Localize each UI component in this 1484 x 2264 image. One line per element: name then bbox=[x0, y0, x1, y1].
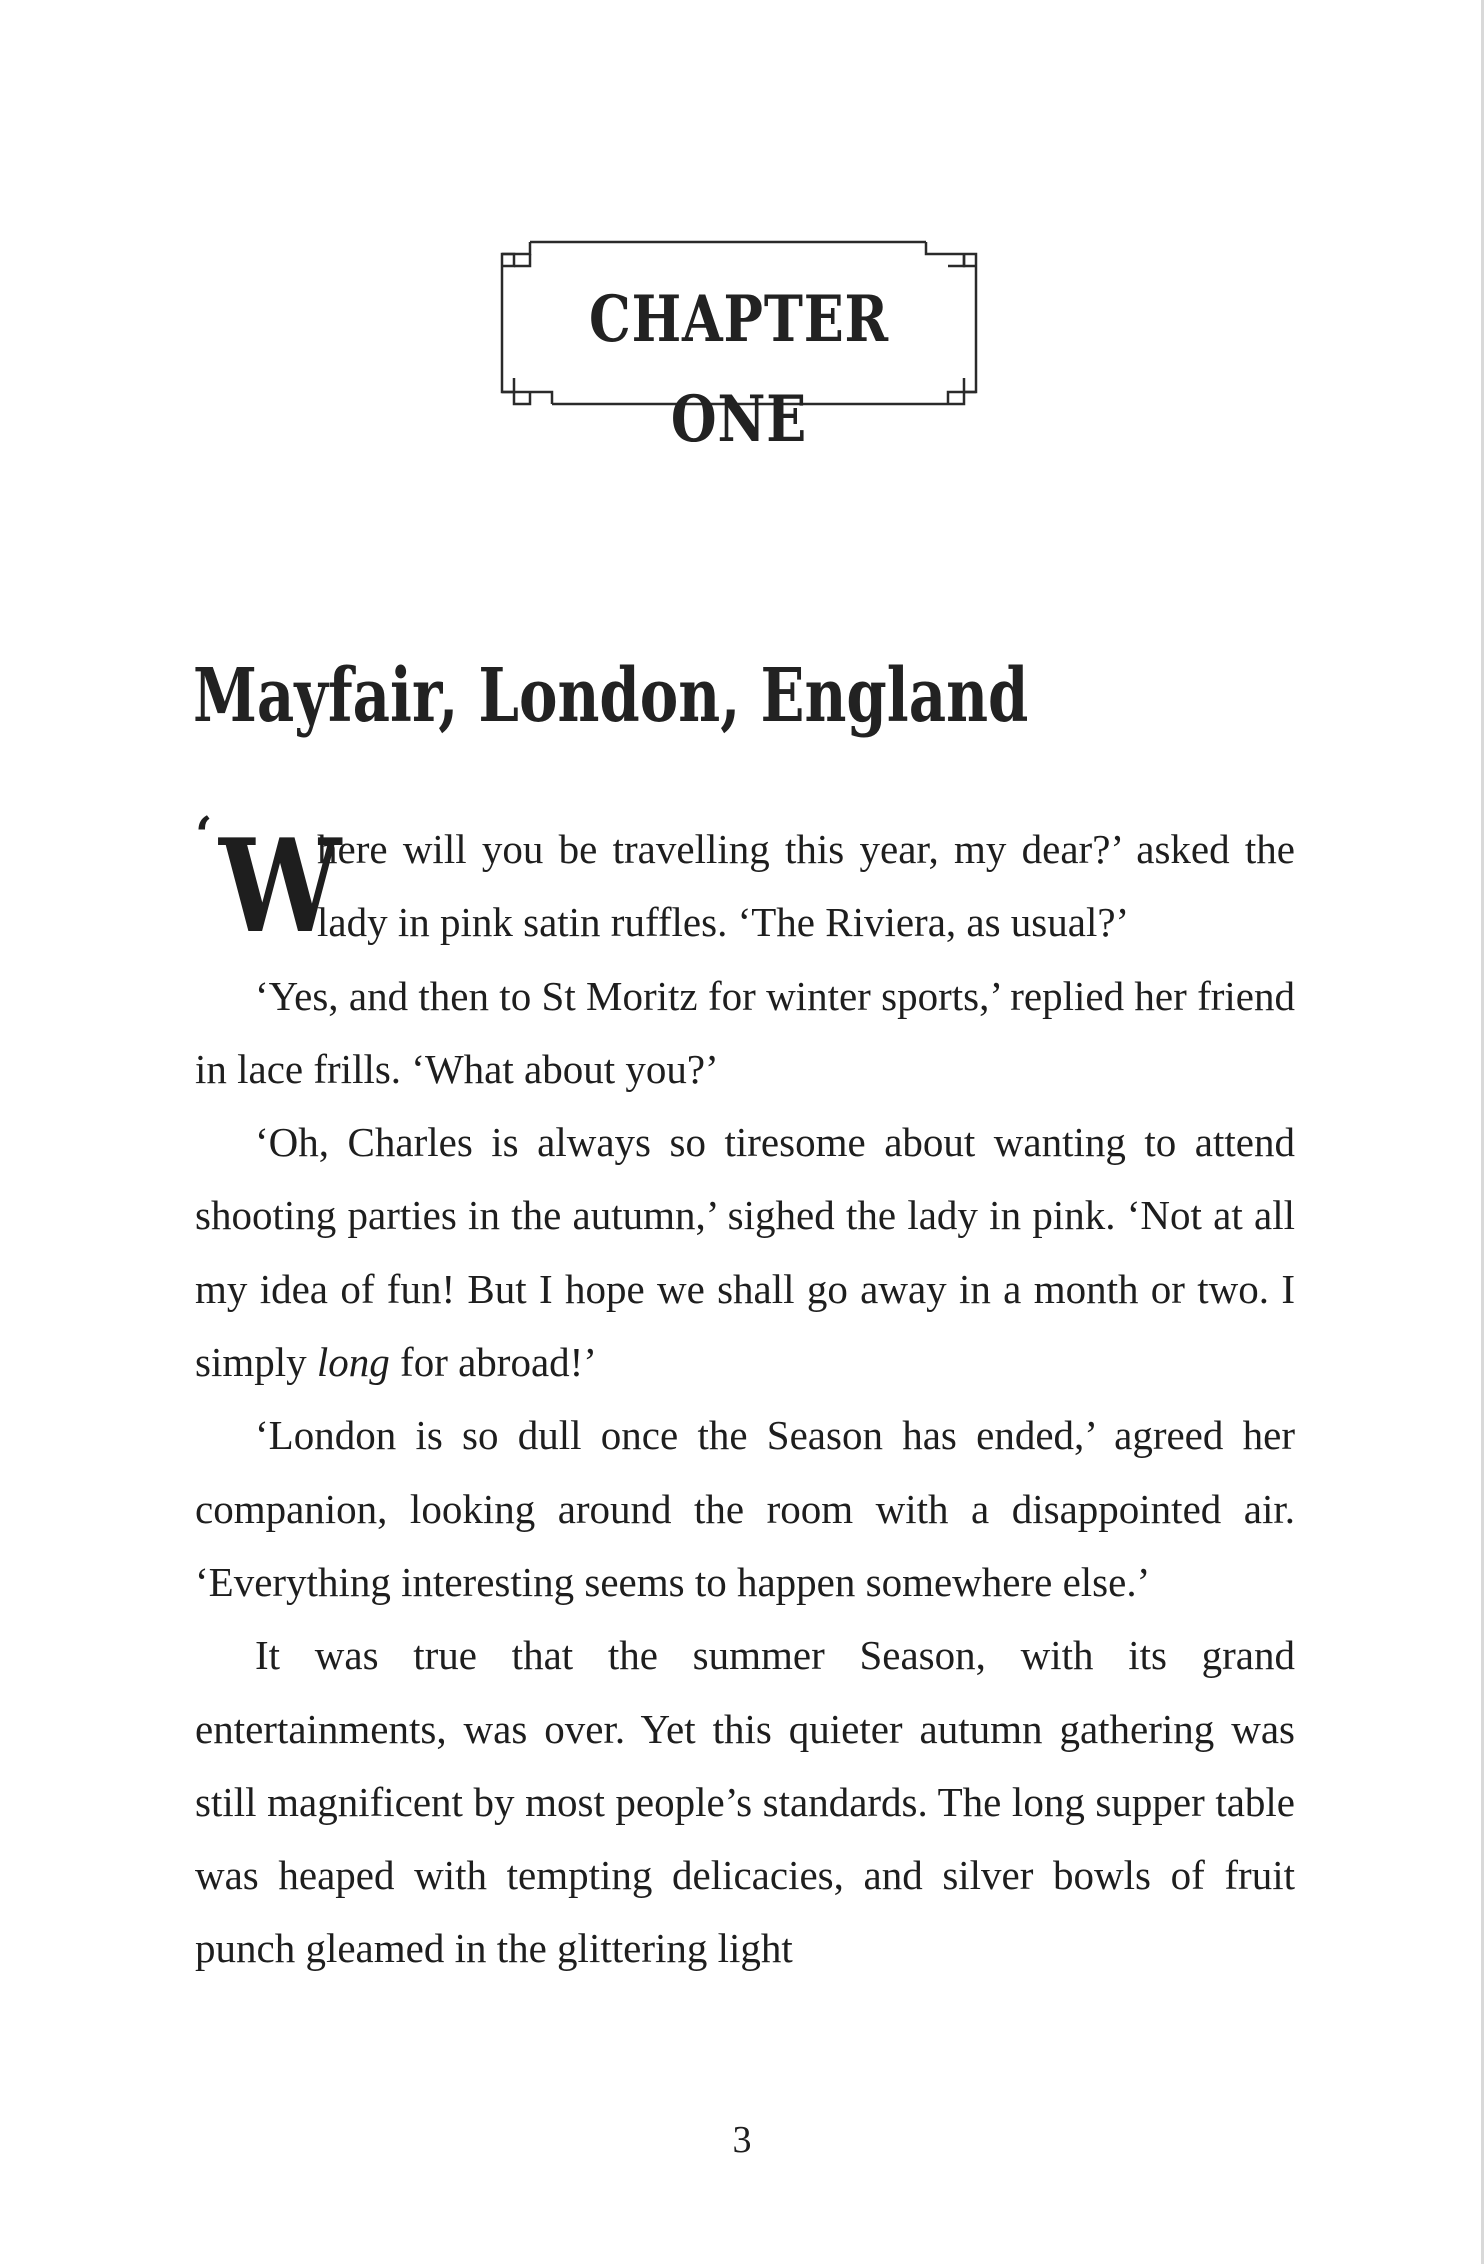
drop-cap-quote: ‘ bbox=[195, 805, 213, 864]
text-segment: ‘Yes, and then to St Moritz for winter sports,’ replied her friend in lace frills. ‘What about you?’ bbox=[195, 972, 1295, 1092]
drop-cap-letter: W bbox=[219, 812, 342, 962]
text-segment: for abroad!’ bbox=[389, 1339, 597, 1386]
italic-text: long bbox=[316, 1339, 390, 1386]
location-heading: Mayfair, London, England bbox=[193, 653, 1029, 739]
text-segment: ‘Oh, Charles is always so tiresome about wanting to attend shooting parties in the autumn,’ sighed the lady in pink. ‘Not at all my idea of fun! But I hope we shall go away in a month or two. I simply bbox=[195, 1119, 1295, 1386]
page-number: 3 bbox=[732, 2119, 752, 2161]
chapter-title: CHAPTER ONE bbox=[589, 282, 889, 457]
paragraph bbox=[195, 1399, 1295, 1619]
paragraph bbox=[195, 1619, 1295, 1985]
text-segment: ‘London is so dull once the Season has ended,’ agreed her companion, looking around the room with a disappointed air. ‘Everything interesting seems to happen somewhere else.’ bbox=[195, 1412, 1295, 1605]
chapter-heading-frame bbox=[496, 230, 982, 457]
text-segment: here will you be travelling this year, my dear?’ asked the lady in pink satin ruffles. ‘The Riviera, as usual?’ bbox=[317, 826, 1295, 946]
paragraph bbox=[195, 1106, 1295, 1399]
text-segment: It was true that the summer Season, with its grand entertainments, was over. Yet this quieter autumn gathering was still magnificent by most people’s standards. The long supper table was heaped with tempting delicacies, and silver bowls of fruit punch gleamed in the glittering light bbox=[195, 1632, 1295, 1972]
paragraph bbox=[195, 960, 1295, 1107]
drop-cap bbox=[195, 805, 342, 962]
paragraph bbox=[195, 805, 1295, 962]
body-text bbox=[195, 805, 1295, 1986]
